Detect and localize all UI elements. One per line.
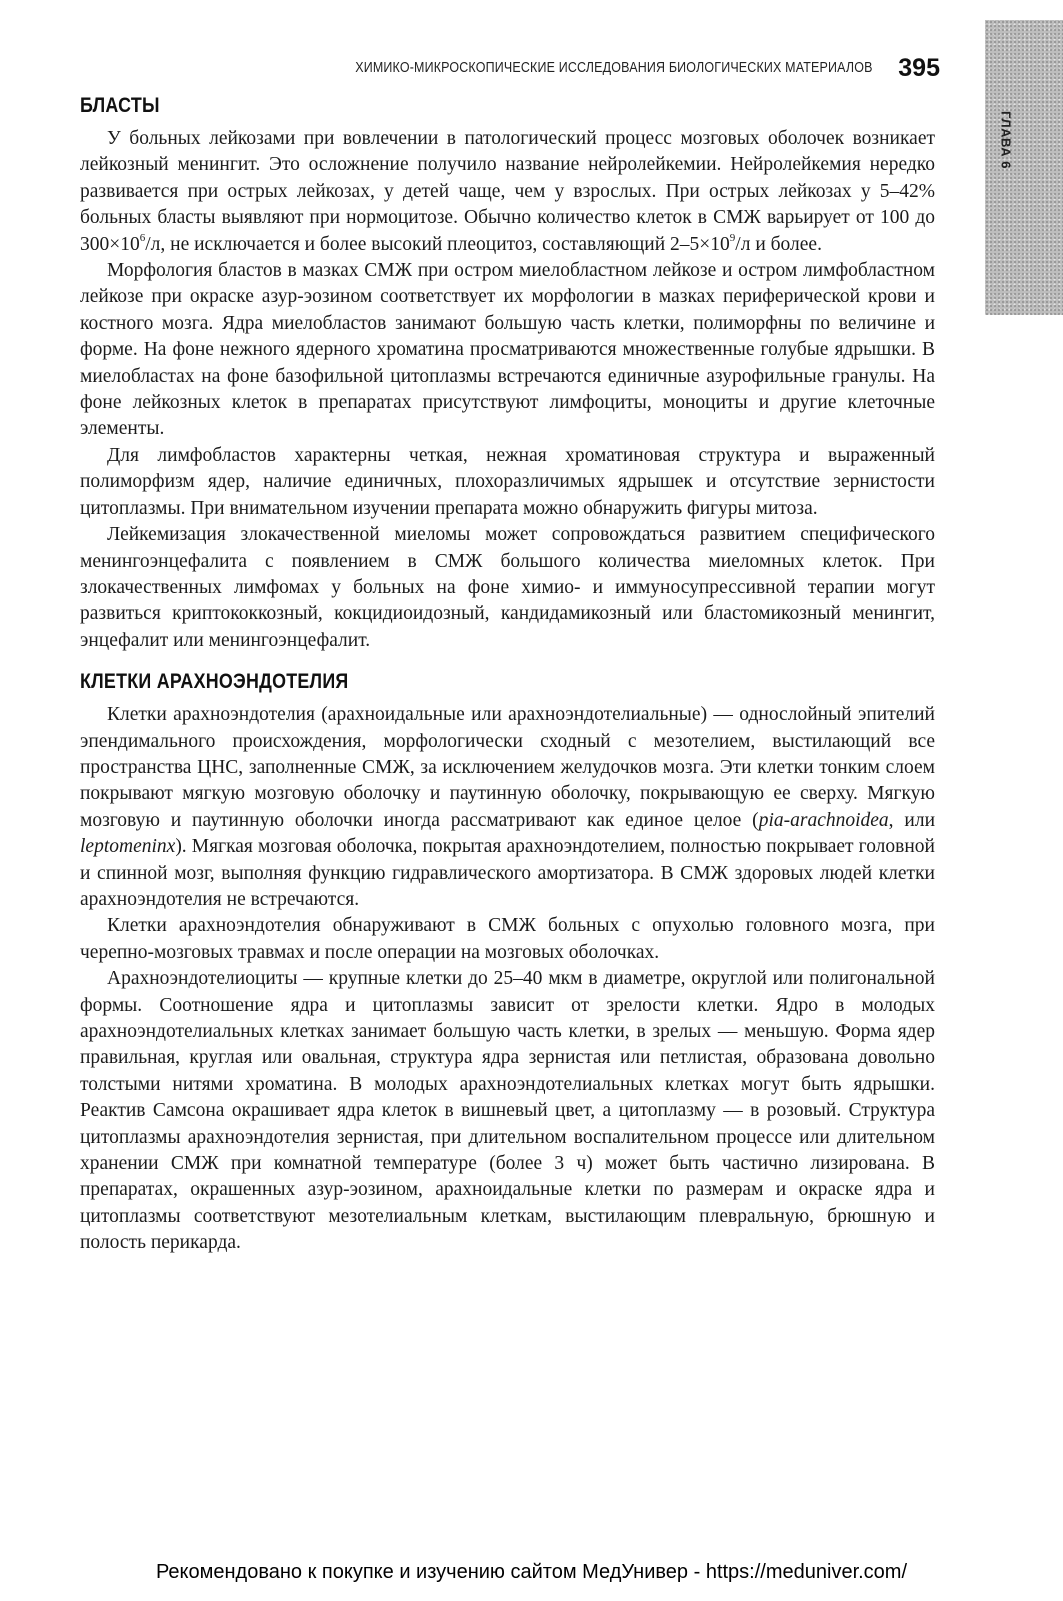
paragraph: Арахноэндотелиоциты — крупные клетки до 25–40 мкм в диаметре, округлой или полигональной формы. Соотношение ядра и цитоплазмы зависит от зрелости клетки. Ядро в молодых арахноэндотелиальных клетках занимает большую часть клетки, в зрелых — меньшую. Форма ядер правильная, круглая или овальная, структура ядра зернистая или петлистая, образована довольно толстыми нитями хроматина. В молодых арахноэндотелиальных клетках могут быть ядрышки. Реактив Самсона окрашивает ядра клеток в вишневый цвет, а цитоплазму — в розовый. Структура цитоплазмы арахноэндотелия зернистая, при длительном воспалительном процессе или длительном хранении СМЖ при комнатной температуре (более 3 ч) может быть частично лизирована. В препаратах, окрашенных азур-эозином, арахноидальные клетки по размерам и окраске ядра и цитоплазмы соответствуют мезотелиальным клеткам, выстилающим плевральную, брюшную и полость перикарда. (80, 968, 935, 1254)
paragraph (80, 702, 935, 913)
section-heading-blasts: БЛАСТЫ (80, 94, 160, 117)
paragraph: Морфология бластов в мазках СМЖ при остром миелобластном лейкозе и остром лимфобластном лейкозе при окраске азур-эозином соответствует их морфологии в мазках периферической крови и костного мозга. Ядра миелобластов занимают большую часть клетки, полиморфны по величине и форме. На фоне нежного ядерного хроматина просматриваются множественные голубые ядрышки. В миелобластах на фоне базофильной цитоплазмы встречаются единичные азурофильные гранулы. На фоне лейкозных клеток в препаратах присутствуют лимфоциты, моноциты и другие клеточные элементы. (80, 260, 935, 440)
superscript: 6 (139, 232, 146, 245)
footer-watermark: Рекомендовано к покупке и изучению сайтом МедУнивер - https://meduniver.com/ (155, 1561, 908, 1583)
text-run: ). Мягкая мозговая оболочка, покрытая арахноэндотелием, полностью покрывает головной и спинной мозг, выполняя функцию гидравлического амортизатора. В СМЖ здоровых людей клетки арахноэндотелия не встречаются. (80, 836, 935, 910)
running-title: ХИМИКО-МИКРОСКОПИЧЕСКИЕ ИССЛЕДОВАНИЯ БИОЛОГИЧЕСКИХ МАТЕРИАЛОВ (354, 60, 873, 76)
page-number: 395 (898, 53, 940, 82)
section-heading-arachnoendothelium: КЛЕТКИ АРАХНОЭНДОТЕЛИЯ (80, 670, 349, 694)
paragraph: Клетки арахноэндотелия обнаруживают в СМЖ больных с опухолью головного мозга, при черепно-мозговых травмах и после операции на мозговых оболочках. (80, 915, 935, 963)
latin-term: leptomeninx (80, 836, 176, 858)
superscript: 9 (729, 232, 736, 245)
page-content (80, 86, 935, 1257)
paragraph: Лейкемизация злокачественной миеломы может сопровождаться развитием специфического менингоэнцефалита с появлением в СМЖ большого количества миеломных клеток. При злокачественных лимфомах у больных на фоне химио- и иммуносупрессивной терапии могут развиться криптококкозный, кокцидиоидозный, кандидамикозный или бластомикозный менингит, энцефалит или менингоэнцефалит. (80, 524, 935, 651)
text-run: /л и более. (735, 233, 822, 255)
paragraph: Для лимфобластов характерны четкая, нежная хроматиновая структура и выраженный полиморфизм ядер, наличие единичных, плохоразличимых ядрышек и отсутствие зернистости цитоплазмы. При внимательном изучении препарата можно обнаружить фигуры митоза. (80, 444, 935, 519)
text-run: Клетки арахноэндотелия (арахноидальные или арахноэндотелиальные) — однослойный эпителий эпендимального происхождения, морфологически сходный с мезотелием, выстилающий все пространства ЦНС, заполненные СМЖ, за исключением желудочков мозга. Эти клетки тонким слоем покрывают мягкую мозговую оболочку и паутинную оболочку, покрывающую ее сверху. Мягкую мозговую и паутинную оболочки иногда рассматривают как единое целое ( (80, 704, 935, 831)
text-run: , или (888, 809, 936, 831)
text-run: /л, не исключается и более высокий плеоцитоз, составляющий 2–5×10 (145, 233, 730, 255)
running-head (100, 55, 940, 81)
paragraph (80, 126, 935, 258)
latin-term: pia-arachnoidea (758, 809, 889, 831)
text-run: У больных лейкозами при вовлечении в патологический процесс мозговых оболочек возникает лейкозный менингит. Это осложнение получило название нейролейкемии. Нейролейкемия нередко развивается при острых лейкозах, у детей чаще, чем у взрослых. При острых лейкозах у 5–42% больных бласты выявляют при нормоцитозе. Обычно количество клеток в СМЖ варьирует от 100 до 300×10 (80, 128, 935, 255)
chapter-label: ГЛАВА 6 (998, 110, 1014, 170)
